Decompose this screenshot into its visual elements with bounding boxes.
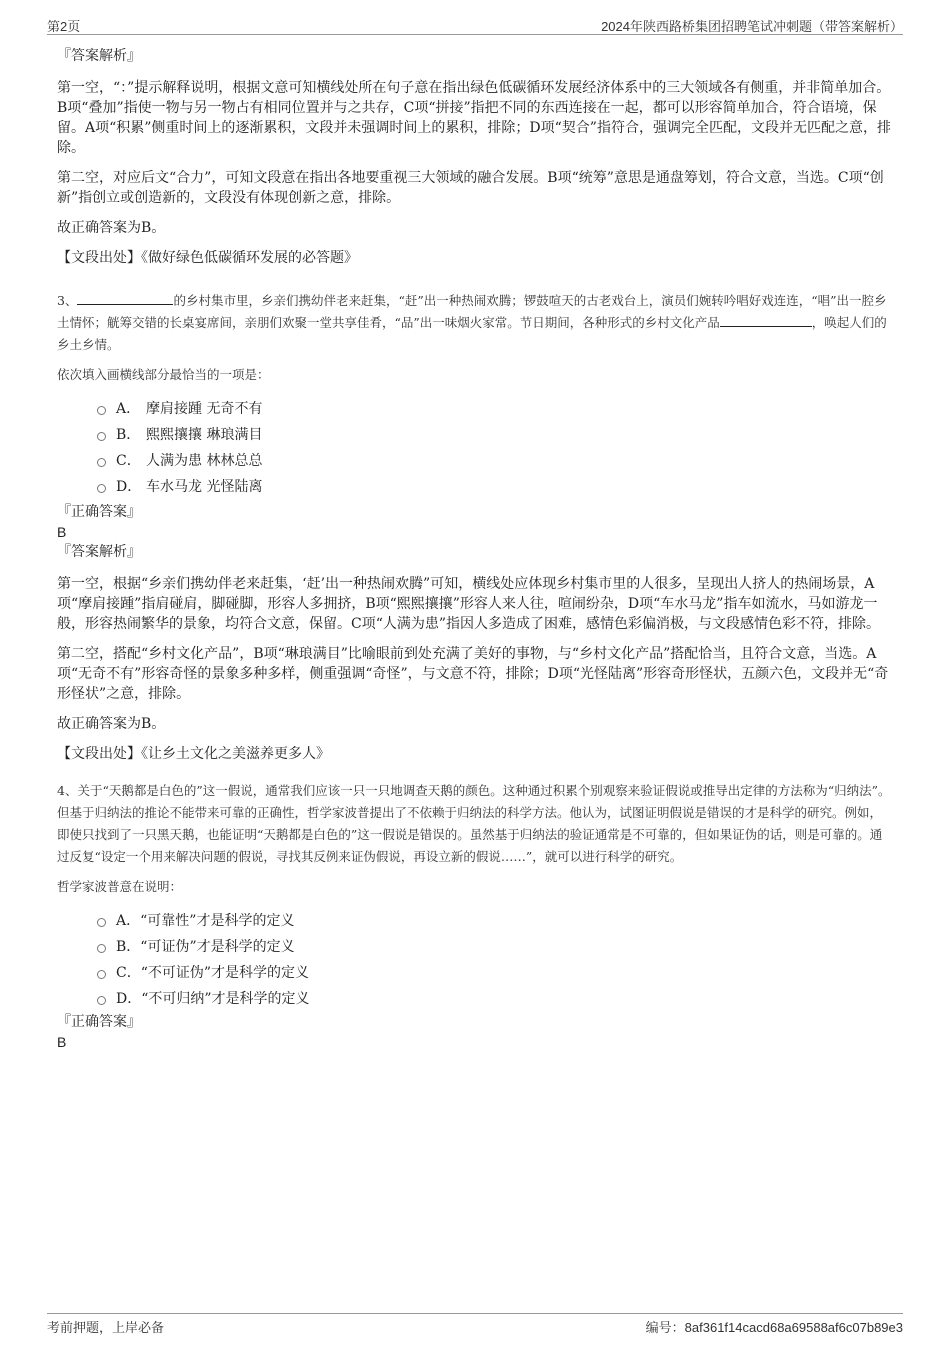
radio-button[interactable] [97, 432, 106, 441]
page-number: 第2页 [47, 19, 81, 34]
option-d[interactable]: D． “不可归纳”才是科学的定义 [97, 986, 893, 1012]
analysis-conclusion: 故正确答案为B。 [57, 716, 166, 732]
analysis-paragraph: 第二空，搭配“乡村文化产品”，B项“琳琅满目”比喻眼前到处充满了美好的事物，与“乡村文化产品”搭配恰当，且符合文意，当选。A项“无奇不有”形容奇怪的景象多种多样，侧重强调“奇怪”，与文意不符，排除；D项“光怪陆离”形容奇形怪状，五颜六色，文段并无“奇形怪状”之意，排除。 [57, 646, 889, 702]
option-a[interactable]: A． “可靠性”才是科学的定义 [97, 908, 893, 934]
radio-button[interactable] [97, 996, 106, 1005]
footer-slogan: 考前押题，上岸必备 [47, 1320, 165, 1335]
document-id: 编号：8af361f14cacd68a69588af6c07b89e3 [645, 1320, 903, 1335]
option-c[interactable]: C． “不可证伪”才是科学的定义 [97, 960, 893, 986]
question-4-text: 4、关于“天鹅都是白色的”这一假说，通常我们应该一只一只地调查天鹅的颜色。这种通过积累个别观察来验证假说或推导出定律的方法称为“归纳法”。但基于归纳法的推论不能带来可靠的正确性，哲学家波普提出了不依赖于归纳法的科学方法。他认为，试图证明假说是错误的才是科学的研究。例如，即使只找到了一只黑天鹅，也能证明“天鹅都是白色的”这一假说是错误的。虽然基于归纳法的验证通常是不可靠的，但如果证伪的话，则是可靠的。通过反复“设定一个用来解决问题的假说，寻找其反例来证伪假说，再设立新的假说……”，就可以进行科学的研究。 [57, 783, 891, 864]
option-c[interactable]: C． 人满为患 林林总总 [97, 448, 893, 474]
analysis-label: 『答案解析』 [57, 48, 141, 64]
radio-button[interactable] [97, 918, 106, 927]
source-citation: 【文段出处】《做好绿色低碳循环发展的必答题》 [57, 250, 358, 266]
correct-answer-label: 『正确答案』 [57, 504, 141, 520]
question-4-prompt: 哲学家波普意在说明： [57, 879, 183, 894]
radio-button[interactable] [97, 406, 106, 415]
analysis-label: 『答案解析』 [57, 544, 141, 560]
analysis-conclusion: 故正确答案为B。 [57, 220, 166, 236]
radio-button[interactable] [97, 970, 106, 979]
radio-button[interactable] [97, 484, 106, 493]
option-d[interactable]: D． 车水马龙 光怪陆离 [97, 474, 893, 500]
correct-answer-value: B [57, 1034, 67, 1050]
page-header [47, 14, 903, 35]
analysis-paragraph: 第二空，对应后文“合力”，可知文段意在指出各地要重视三大领域的融合发展。B项“统筹”意思是通盘筹划，符合文意，当选。C项“创新”指创立或创造新的，文段没有体现创新之意，排除。 [57, 170, 884, 206]
page-footer [47, 1313, 903, 1336]
option-b[interactable]: B． “可证伪”才是科学的定义 [97, 934, 893, 960]
radio-button[interactable] [97, 944, 106, 953]
answer-blank [77, 291, 173, 305]
correct-answer-value: B [57, 524, 67, 540]
answer-blank [720, 313, 812, 327]
analysis-paragraph: 第一空，“：”提示解释说明，根据文意可知横线处所在句子意在指出绿色低碳循环发展经济体系中的三大领域各有侧重，并非简单加合。B项“叠加”指使一物与另一物占有相同位置并与之共存，C项“拼接”指把不同的东西连接在一起，都可以形容简单加合，符合语境，保留。A项“积累”侧重时间上的逐渐累积，文段并未强调时间上的累积，排除；D项“契合”指符合，强调完全匹配，文段并无匹配之意，排除。 [57, 80, 891, 156]
question-3-prompt: 依次填入画横线部分最恰当的一项是： [57, 367, 270, 382]
question-3-options [97, 396, 893, 500]
radio-button[interactable] [97, 458, 106, 467]
option-a[interactable]: A． 摩肩接踵 无奇不有 [97, 396, 893, 422]
question-3-text: 3、 的乡村集市里，乡亲们携幼伴老来赶集，“赶”出一种热闹欢腾；锣鼓喧天的古老戏台上，演员们婉转吟唱好戏连连，“唱”出一腔乡土情怀；觥筹交错的长桌宴席间，亲朋们欢聚一堂共享佳肴，“品”出一味烟火家常。节日期间，各种形式的乡村文化产品 ，唤起人们的乡土乡情。 [57, 293, 887, 352]
option-b[interactable]: B． 熙熙攘攘 琳琅满目 [97, 422, 893, 448]
correct-answer-label: 『正确答案』 [57, 1014, 141, 1030]
source-citation: 【文段出处】《让乡土文化之美滋养更多人》 [57, 746, 330, 762]
question-4-options [97, 908, 893, 1012]
analysis-paragraph: 第一空，根据“乡亲们携幼伴老来赶集，‘赶’出一种热闹欢腾”可知，横线处应体现乡村集市里的人很多，呈现出人挤人的热闹场景，A项“摩肩接踵”指肩碰肩，脚碰脚，形容人多拥挤，B项“熙熙攘攘”形容人来人往，喧闹纷杂，D项“车水马龙”指车如流水，马如游龙一般，形容热闹繁华的景象，均符合文意，保留。C项“人满为患”指因人多造成了困难，感情色彩偏消极，与文段感情色彩不符，排除。 [57, 576, 881, 632]
document-title: 2024年陕西路桥集团招聘笔试冲刺题（带答案解析） [601, 19, 903, 34]
document-body [57, 46, 893, 1052]
